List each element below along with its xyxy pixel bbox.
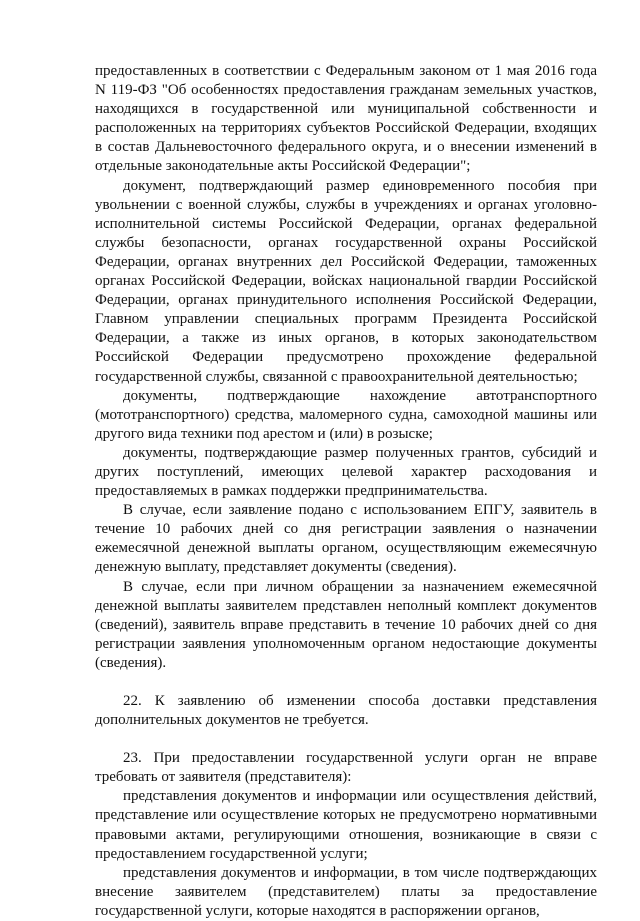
paragraph-epgu-submission: В случае, если заявление подано с использованием ЕПГУ, заявитель в течение 10 рабочих дней со дня регистрации заявления о назначении ежемесячной денежной выплаты органом, осуществляющим ежемесячную денежную выплату, представляет документы (сведения). — [95, 502, 597, 576]
paragraph-grants: документы, подтверждающие размер полученных грантов, субсидий и других поступлений, имеющих целевой характер расходования и предоставляемых в рамках поддержки предпринимательства. — [95, 444, 597, 500]
paragraph-payment-docs: представления документов и информации, в том числе подтверждающих внесение заявителем (представителем) платы за предоставление государственной услуги, которые находятся в распоряжении органов, — [95, 864, 597, 919]
paragraph-incomplete-set: В случае, если при личном обращении за назначением ежемесячной денежной выплаты заявителем представлен неполный комплект документов (сведений), заявитель вправе представить в течение 10 рабочих дней со дня регистрации заявления уполномоченным органом недостающие документы (сведения). — [95, 578, 597, 671]
paragraph-vehicle-arrest: документы, подтверждающие нахождение автотранспортного (мототранспортного) средства, маломерного судна, самоходной машины или другого вида техники под арестом и (или) в розыске; — [95, 387, 597, 442]
paragraph-item-22: 22. К заявлению об изменении способа доставки представления дополнительных документов не требуется. — [95, 693, 597, 729]
paragraph-item-23: 23. При предоставлении государственной услуги орган не вправе требовать от заявителя (представителя): — [95, 750, 597, 786]
paragraph-severance-allowance: документ, подтверждающий размер единовременного пособия при увольнении с военной службы, службы в учреждениях и органах уголовно-исполнительной системы Российской Федерации, органах федеральной службы безопасности, органах государственной охраны Российской Федерации, органах внутренних дел Российской Федерации, таможенных органах Российской Федерации, войсках национальной гвардии Российской Федерации, органах принудительного исполнения Российской Федерации, Главном управлении специальных программ Президента Российской Федерации, а также из иных органов, в которых законодательством Российской Федерации предусмотрено прохождение федеральной государственной службы, связанной с правоохранительной деятельностью; — [95, 177, 597, 385]
paragraph-not-required-docs: представления документов и информации или осуществления действий, представление или осуществление которых не предусмотрено нормативными правовыми актами, регулирующими отношения, возникающие в связи с предоставлением государственной услуги; — [95, 788, 597, 862]
section-gap — [95, 673, 597, 692]
paragraph-continuation: предоставленных в соответствии с Федеральным законом от 1 мая 2016 года N 119-ФЗ "Об особенностях предоставления гражданам земельных участков, находящихся в государственной или муниципальной собственности и расположенных на территориях субъектов Российской Федерации, входящих в состав Дальневосточного федерального округа, и о внесении изменений в отдельные законодательные акты Российской Федерации"; — [95, 63, 597, 175]
document-page — [95, 62, 597, 921]
section-gap — [95, 730, 597, 749]
